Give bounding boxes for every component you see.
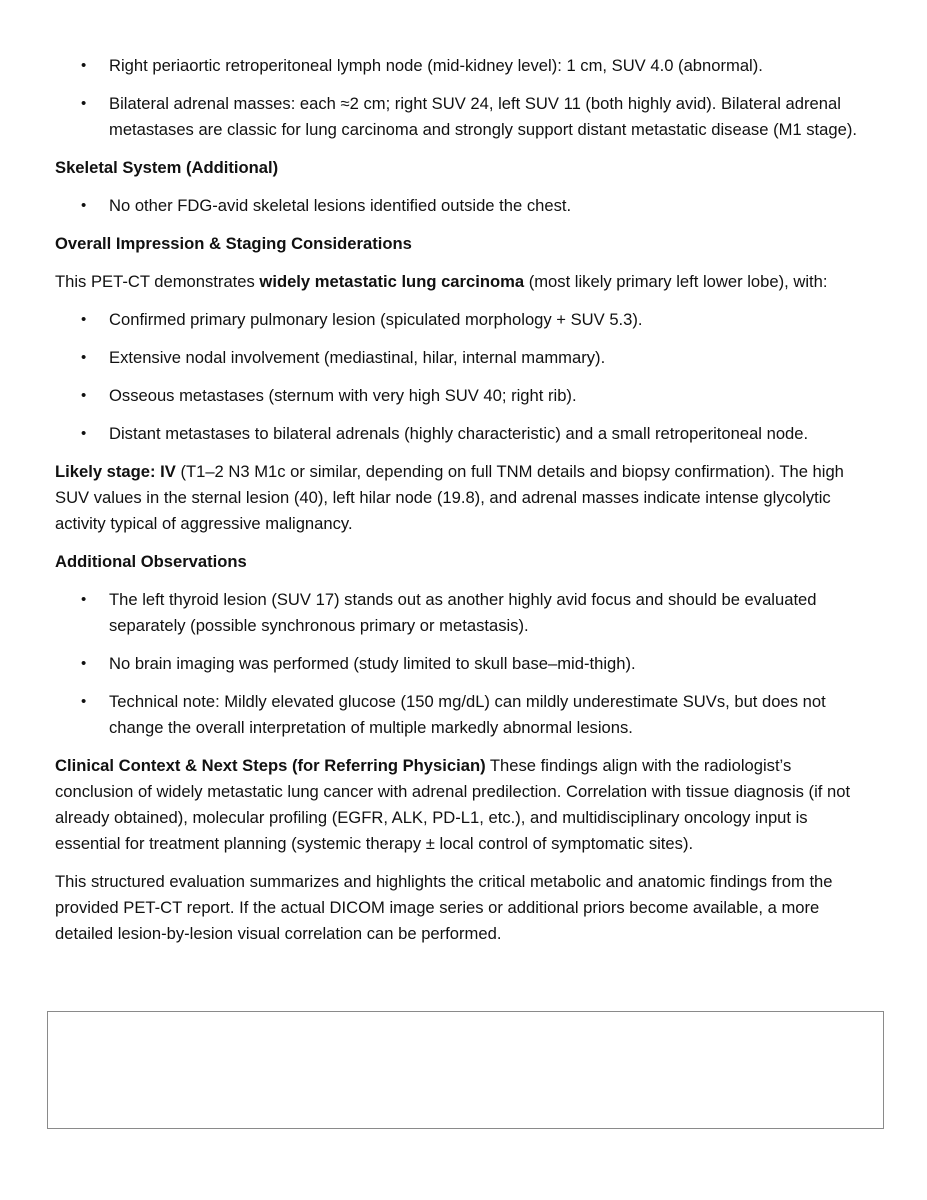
bullet-list-findings xyxy=(55,53,870,143)
list-item xyxy=(55,307,870,333)
list-item-text: Extensive nodal involvement (mediastinal, hilar, internal mammary). xyxy=(109,348,606,367)
list-item xyxy=(55,91,870,143)
bullet-icon: • xyxy=(81,693,87,710)
list-item xyxy=(55,193,870,219)
list-item-text: No brain imaging was performed (study limited to skull base–mid-thigh). xyxy=(109,654,636,673)
list-item-text: Confirmed primary pulmonary lesion (spiculated morphology + SUV 5.3). xyxy=(109,310,643,329)
bullet-icon: • xyxy=(81,425,87,442)
bullet-icon: • xyxy=(81,655,87,672)
bullet-list-skeletal xyxy=(55,193,870,219)
bullet-icon: • xyxy=(81,349,87,366)
bullet-icon: • xyxy=(81,387,87,404)
list-item xyxy=(55,689,870,741)
list-item xyxy=(55,53,870,79)
impression-intro-pre: This PET-CT demonstrates xyxy=(55,272,260,291)
list-item-text: Distant metastases to bilateral adrenals (highly characteristic) and a small retroperitoneal node. xyxy=(109,424,809,443)
bullet-icon: • xyxy=(81,311,87,328)
clinical-heading: Clinical Context & Next Steps (for Referring Physician) xyxy=(55,756,486,775)
list-item-text: Technical note: Mildly elevated glucose (150 mg/dL) can mildly underestimate SUVs, but does not change the overall interpretation of multiple markedly abnormal lesions. xyxy=(109,692,826,737)
list-item-text: Right periaortic retroperitoneal lymph node (mid-kidney level): 1 cm, SUV 4.0 (abnormal). xyxy=(109,56,763,75)
impression-intro-bold: widely metastatic lung carcinoma xyxy=(259,272,525,291)
bullet-icon: • xyxy=(81,591,87,608)
list-item xyxy=(55,383,870,409)
stage-text: (T1–2 N3 M1c or similar, depending on full TNM details and biopsy confirmation). The high SUV values in the sternal lesion (40), left hilar node (19.8), and adrenal masses indicate intense glycolytic activity typical of aggressive malignancy. xyxy=(55,462,844,533)
bullet-icon: • xyxy=(81,197,87,214)
list-item-text: Osseous metastases (sternum with very high SUV 40; right rib). xyxy=(109,386,577,405)
document-page xyxy=(55,53,870,959)
impression-intro xyxy=(55,269,870,295)
section-heading-impression: Overall Impression & Staging Considerations xyxy=(55,234,412,253)
list-item xyxy=(55,421,870,447)
clinical-paragraph xyxy=(55,753,870,857)
section-heading-skeletal: Skeletal System (Additional) xyxy=(55,158,279,177)
bullet-list-additional xyxy=(55,587,870,741)
bullet-icon: • xyxy=(81,57,87,74)
list-item-text: No other FDG-avid skeletal lesions identified outside the chest. xyxy=(109,196,572,215)
list-item xyxy=(55,587,870,639)
bullet-list-impression xyxy=(55,307,870,447)
stage-label: Likely stage: IV xyxy=(55,462,176,481)
closing-paragraph: This structured evaluation summarizes and highlights the critical metabolic and anatomic findings from the provided PET-CT report. If the actual DICOM image series or additional priors become available, a more detailed lesion-by-lesion visual correlation can be performed. xyxy=(55,872,833,943)
list-item xyxy=(55,345,870,371)
bullet-icon: • xyxy=(81,95,87,112)
stage-paragraph xyxy=(55,459,870,537)
empty-text-box xyxy=(47,1011,884,1129)
list-item-text: Bilateral adrenal masses: each ≈2 cm; right SUV 24, left SUV 11 (both highly avid). Bilateral adrenal metastases are classic for lung carcinoma and strongly support distant metastatic disease (M1 stage). xyxy=(109,94,857,139)
list-item-text: The left thyroid lesion (SUV 17) stands out as another highly avid focus and should be evaluated separately (possible synchronous primary or metastasis). xyxy=(109,590,817,635)
impression-intro-post: (most likely primary left lower lobe), with: xyxy=(524,272,828,291)
clinical-text: These findings align with the radiologist’s conclusion of widely metastatic lung cancer with adrenal predilection. Correlation with tissue diagnosis (if not already obtained), molecular profiling (EGFR, ALK, PD-L1, etc.), and multidisciplinary oncology input is essential for treatment planning (systemic therapy ± local control of symptomatic sites). xyxy=(55,756,851,853)
section-heading-additional: Additional Observations xyxy=(55,552,247,571)
list-item xyxy=(55,651,870,677)
